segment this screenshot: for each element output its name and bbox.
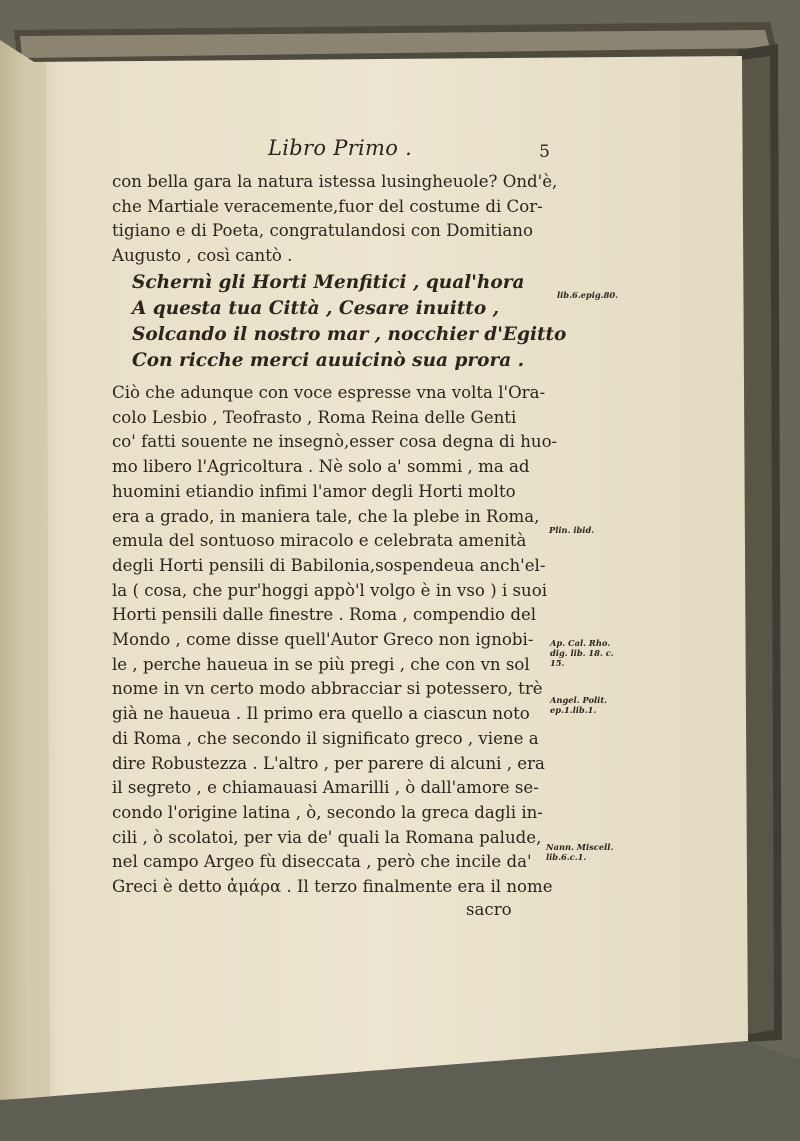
text-line: il segreto , e chiamauasi Amarilli , ò dall'amore se-: [112, 778, 539, 798]
running-head: Libro Primo .: [268, 136, 413, 160]
text-line: huomini etiandio infimi l'amor degli Horti molto: [112, 481, 516, 501]
marginal-note-line: Angel. Polit.: [550, 695, 608, 705]
text-line: dire Robustezza . L'altro , per parere di alcuni , era: [112, 753, 545, 773]
text-line: degli Horti pensili di Babilonia,sospendeua anch'el-: [112, 555, 546, 575]
text-line: tigiano e di Poeta, congratulandosi con Domitiano: [112, 221, 533, 241]
text-line: colo Lesbio , Teofrasto , Roma Reina delle Genti: [112, 407, 517, 427]
text-line: Horti pensili dalle finestre . Roma , compendio del: [112, 605, 537, 625]
verse-quotation: [132, 270, 567, 374]
verse-line: A questa tua Città , Cesare inuitto ,: [132, 298, 500, 319]
text-line: cili , ò scolatoi, per via de' quali la Romana palude,: [112, 827, 542, 847]
marginal-note-politian: [550, 695, 607, 715]
marginal-note-line: lib.6.c.1.: [546, 852, 587, 862]
text-line: Ciò che adunque con voce espresse vna volta l'Ora-: [112, 383, 546, 402]
text-line: le , perche haueua in se più pregi , che con vn sol: [112, 654, 530, 674]
verse-line: Schernì gli Horti Menfitici , qual'hora: [132, 272, 525, 293]
text-line: Augusto , così cantò .: [112, 246, 293, 266]
catchword: sacro: [466, 900, 512, 919]
text-line: Greci è detto ἀμάρα . Il terzo finalmente era il nome: [112, 877, 553, 897]
marginal-note-line: Plin. ibid.: [549, 525, 595, 535]
text-line: era a grado, in maniera tale, che la plebe in Roma,: [112, 506, 540, 526]
marginal-note-line: 15.: [550, 658, 565, 668]
text-line: condo l'origine latina , ò, secondo la greca dagli in-: [112, 802, 543, 822]
marginal-note-rhodiginus: [550, 638, 614, 668]
verse-line: Solcando il nostro mar , nocchier d'Egitto: [132, 324, 567, 345]
marginal-note-line: dig. lib. 18. c.: [550, 648, 614, 658]
text-line: nel campo Argeo fù diseccata , però che incile da': [112, 852, 532, 872]
text-line: con bella gara la natura istessa lusingheuole? Ond'è,: [112, 172, 558, 191]
text-line: di Roma , che secondo il significato greco , viene a: [112, 728, 539, 748]
text-line: Mondo , come disse quell'Autor Greco non ignobi-: [112, 630, 534, 650]
marginal-note-martial: [557, 290, 618, 300]
text-line: mo libero l'Agricoltura . Nè solo a' sommi , ma ad: [112, 457, 530, 477]
body-paragraph-2: [112, 381, 558, 900]
marginal-note-pliny: [549, 525, 594, 535]
marginal-note-line: Nann. Miscell.: [546, 842, 614, 852]
marginal-note-nannius: [546, 842, 613, 862]
body-paragraph-1: [112, 170, 558, 269]
page-header: [268, 136, 550, 166]
marginal-note-line: lib.6.epig.80.: [557, 290, 619, 300]
verse-line: Con ricche merci auuicinò sua prora .: [132, 350, 525, 371]
marginal-note-line: ep.1.lib.1.: [550, 705, 597, 715]
text-line: che Martiale veracemente,fuor del costume di Cor-: [112, 196, 543, 216]
text-line: la ( cosa, che pur'hoggi appò'l volgo è in vso ) i suoi: [112, 580, 548, 600]
text-line: già ne haueua . Il primo era quello a ciascun noto: [112, 704, 530, 724]
page-number: 5: [539, 142, 550, 162]
marginal-note-line: Ap. Cal. Rho.: [550, 638, 611, 648]
text-line: co' fatti souente ne insegnò,esser cosa degna di huo-: [112, 432, 558, 452]
text-line: emula del sontuoso miracolo e celebrata amenità: [112, 531, 527, 551]
text-line: nome in vn certo modo abbracciar si potessero, trè: [112, 679, 543, 699]
